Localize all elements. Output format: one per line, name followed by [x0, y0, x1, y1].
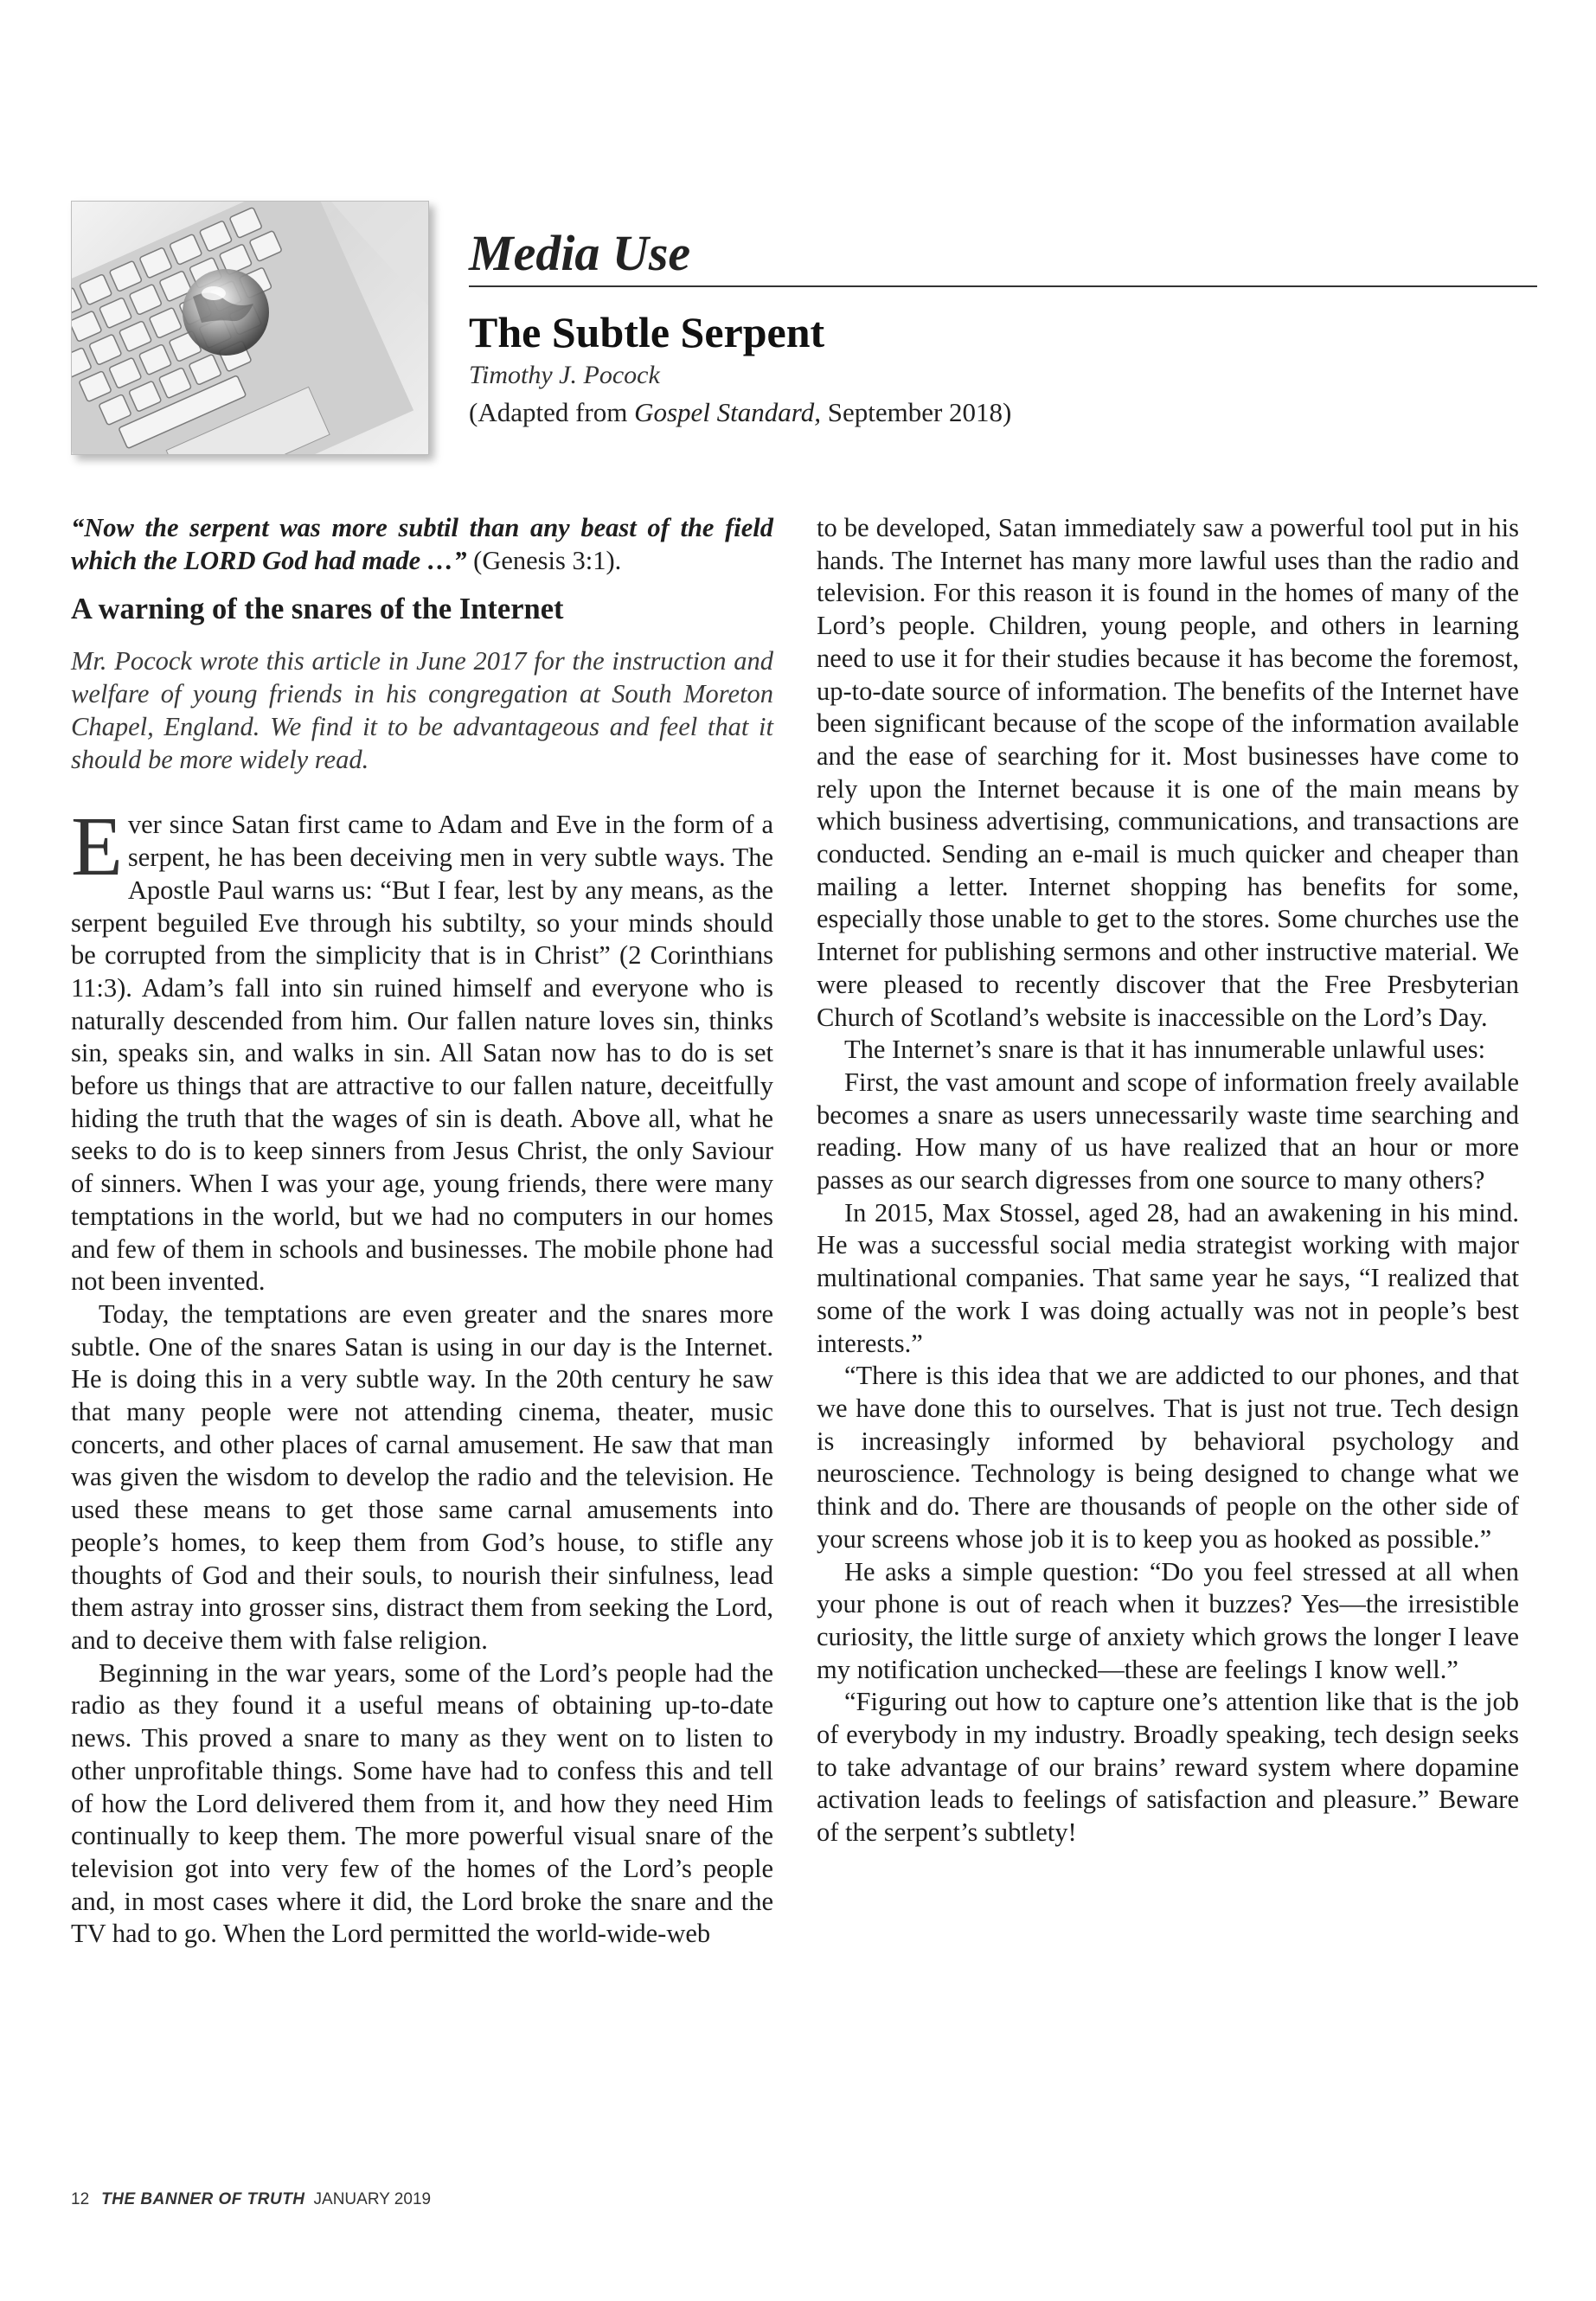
source-suffix: September 2018): [820, 397, 1012, 427]
keyboard-globe-illustration: [72, 202, 428, 454]
magazine-name: THE BANNER OF TRUTH: [101, 2190, 305, 2208]
epigraph: [71, 512, 773, 577]
subheading: A warning of the snares of the Internet: [71, 593, 564, 626]
paragraph-text: ver since Satan first came to Adam and Eve in the form of a serpent, he has been deceiving men in very subtle ways. The Apostle Paul warns us: “But I fear, lest by any means, as the serpent beguiled Eve through his subtilty, so your minds should be corrupted from the simplicity that is in Christ” (2 Corinthians 11:3). Adam’s fall into sin ruined himself and everyone who is naturally descended from him. Our fallen nature loves sin, thinks sin, speaks sin, and walks in sin. All Satan now has to do is set before us things that are attractive to our fallen nature, deceitfully hiding the truth that the wages of sin is death. Above all, what he seeks to do is to keep sinners from Jesus Christ, the only Saviour of sinners. When I was your age, young friends, there were many temptations in the world, but we had no computers in our homes and few of them in schools and businesses. The mobile phone had not been invented.: [71, 810, 773, 1297]
source-prefix: (Adapted from: [469, 397, 635, 427]
article-title: The Subtle Serpent: [469, 308, 825, 356]
body-paragraph-4: to be developed, Satan immediately saw a powerful tool put in his hands. The Internet has many more lawful uses than the radio and television. For this reason it is found in the homes of many of the Lord’s people. Children, young people, and others in learning need to use it for their studies because it has become the foremost, up-to-date source of information. The benefits of the Internet have been significant because of the scope of the information available and the ease of searching for it. Most businesses have come to rely upon the Internet because it is one of the main means by which business advertising, communications, and transactions are conducted. Sending an e-mail is much quicker and cheaper than mailing a letter. Internet shopping has benefits for some, especially those unable to get to the stores. Some churches use the Internet for publishing sermons and other instructive material. We were pleased to recently discover that the Free Presbyterian Church of Scotland’s website is inaccessible on the Lord’s Day.: [817, 513, 1519, 1032]
body-paragraph-9: He asks a simple question: “Do you feel stressed at all when your phone is out of reach when it buzzes? Yes—the irresistible curiosity, the little surge of anxiety which grows the longer I leave my notification unchecked—these are feelings I know well.”: [817, 1556, 1519, 1684]
right-column: [817, 512, 1519, 1849]
body-paragraph-6: First, the vast amount and scope of information freely available becomes a snare as users unnecessarily waste time searching and reading. How many of us have realized that an hour or more passes as our search digresses from one source to many others?: [817, 1067, 1519, 1195]
source-publication: Gospel Standard,: [634, 397, 821, 427]
keyboard-globe-image: [71, 201, 429, 455]
section-title: Media Use: [469, 223, 1537, 287]
body-paragraph-3: Beginning in the war years, some of the Lord’s people had the radio as they found it a useful means of obtaining up-to-date news. This proved a snare to many as they went on to listen to other unprofitable things. Some have had to confess this and tell of how the Lord delivered them from it, and how they need Him continually to keep them. The more powerful visual snare of the television got into very few of the homes of the Lord’s people and, in most cases where it did, the Lord broke the snare and the TV had to go. When the Lord permitted the world-wide-web: [71, 1657, 773, 1949]
source-line: [469, 393, 1537, 433]
left-column: [71, 512, 773, 1951]
editor-note: Mr. Pocock wrote this article in June 2017 for the instruction and welfare of young friends in his congregation at South Moreton Chapel, England. We find it to be advantageous and feel that it should be more widely read.: [71, 646, 773, 775]
body-paragraph-1: [71, 800, 773, 1298]
author-name: Timothy J. Pocock: [469, 361, 660, 389]
body-paragraph-2: Today, the temptations are even greater and the snares more subtle. One of the snares Satan is using in our day is the Internet. He is doing this in a very subtle way. In the 20th century he saw that many people were not attending cinema, theater, music concerts, and other places of carnal amusement. He saw that man was given the wisdom to develop the radio and the television. He used these means to get those same carnal amusements into people’s homes, to keep them from God’s house, to stifle any thoughts of God and their souls, to nourish their sinfulness, lead them astray into grosser sins, distract them from seeking the Lord, and to deceive them with false religion.: [71, 1298, 773, 1655]
epigraph-reference: (Genesis 3:1).: [466, 545, 622, 575]
body-paragraph-8: “There is this idea that we are addicted to our phones, and that we have done this to ourselves. That is just not true. Tech design is increasingly informed by behavioral psychology and neuroscience. Technology is being designed to change what we think and do. There are thousands of people on the other side of your screens whose job it is to keep you as hooked as possible.”: [817, 1361, 1519, 1554]
drop-cap: E: [71, 800, 123, 894]
article-header: [469, 223, 1537, 433]
epigraph-text: “Now the serpent was more subtil than any beast of the field which the LORD God had made …”: [71, 513, 773, 575]
issue-date: JANUARY 2019: [313, 2190, 432, 2208]
page-footer: [71, 2190, 431, 2209]
body-paragraph-10: “Figuring out how to capture one’s attention like that is the job of everybody in my industry. Broadly speaking, tech design seeks to take advantage of our brains’ reward system where dopamine activation leads to feelings of satisfaction and pleasure.” Beware of the serpent’s subtlety!: [817, 1687, 1519, 1848]
page-number: 12: [71, 2190, 90, 2208]
body-paragraph-7: In 2015, Max Stossel, aged 28, had an awakening in his mind. He was a successful social media strategist working with major multinational companies. That same year he says, “I realized that some of the work I was doing actually was not in people’s best interests.”: [817, 1197, 1519, 1358]
body-paragraph-5: The Internet’s snare is that it has innumerable unlawful uses:: [844, 1035, 1486, 1065]
